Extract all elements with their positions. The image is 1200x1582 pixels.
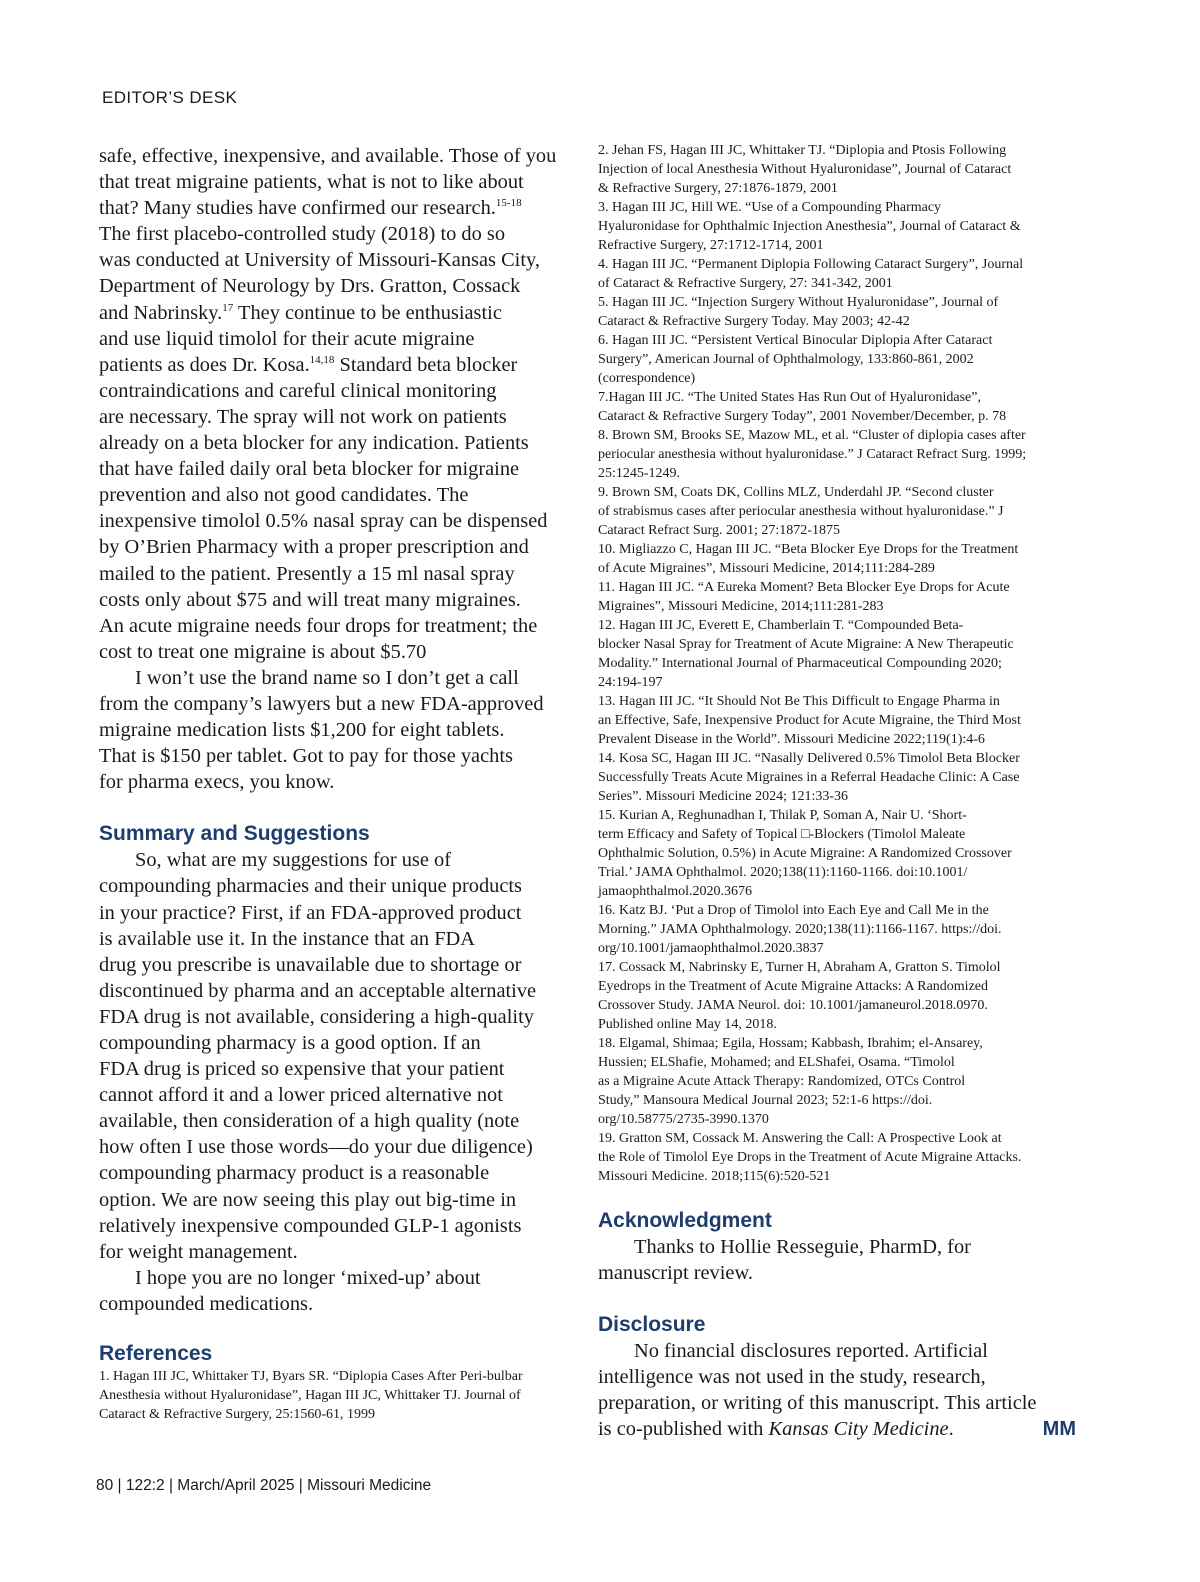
body-line: how often I use those words—do your due diligence) bbox=[99, 1136, 533, 1159]
body-line: are necessary. The spray will not work on patients bbox=[99, 405, 507, 428]
reference-line: 16. Katz BJ. ‘Put a Drop of Timolol into Each Eye and Call Me in the bbox=[598, 903, 989, 918]
left-column bbox=[99, 143, 577, 1424]
body-line: drug you prescribe is unavailable due to shortage or bbox=[99, 953, 522, 976]
reference-line: org/10.1001/jamaophthalmol.2020.3837 bbox=[598, 941, 824, 956]
body-line: FDA drug is priced so expensive that your patient bbox=[99, 1058, 505, 1081]
reference-line: Morning.” JAMA Ophthalmology. 2020;138(11):1166-1167. https://doi. bbox=[598, 922, 1002, 937]
reference-line: 19. Gratton SM, Cossack M. Answering the Call: A Prospective Look at bbox=[598, 1131, 1002, 1146]
citation: 15-18 bbox=[495, 197, 522, 210]
body-line: mailed to the patient. Presently a 15 ml nasal spray bbox=[99, 562, 515, 585]
reference-line: 7.Hagan III JC. “The United States Has Run Out of Hyaluronidase”, bbox=[598, 390, 981, 405]
body-line: cannot afford it and a lower priced alternative not bbox=[99, 1084, 503, 1107]
body-line: intelligence was not used in the study, research, bbox=[598, 1366, 986, 1389]
body-line: patients as does Dr. Kosa.$^{14,18}$ Standard beta blocker bbox=[99, 353, 518, 376]
body-line: option. We are now seeing this play out big-time in bbox=[99, 1188, 517, 1211]
body-line: by O’Brien Pharmacy with a proper prescription and bbox=[99, 536, 529, 559]
body-line: that have failed daily oral beta blocker for migraine bbox=[99, 458, 520, 481]
reference-line: 17. Cossack M, Nabrinsky E, Turner H, Abraham A, Gratton S. Timolol bbox=[598, 960, 1001, 975]
body-line: migraine medication lists $1,200 for eight tablets. bbox=[99, 719, 505, 742]
reference-line: periocular anesthesia without hyaluronidase.” J Cataract Refract Surg. 1999; bbox=[598, 447, 1027, 462]
reference-line: the Role of Timolol Eye Drops in the Treatment of Acute Migraine Attacks. bbox=[598, 1150, 1022, 1165]
reference-line: Refractive Surgery, 27:1712-1714, 2001 bbox=[598, 238, 824, 253]
reference-line: Series”. Missouri Medicine 2024; 121:33-36 bbox=[598, 789, 849, 804]
reference-line: Cataract & Refractive Surgery Today. May 2003; 42-42 bbox=[598, 314, 910, 329]
body-line: compounding pharmacies and their unique products bbox=[99, 875, 522, 898]
citation: 17 bbox=[222, 301, 234, 314]
reference-line: Migraines”, Missouri Medicine, 2014;111:281-283 bbox=[598, 599, 884, 614]
reference-line: of strabismus cases after periocular anesthesia without hyaluronidase.” J bbox=[598, 504, 1004, 519]
body-line: available, then consideration of a high quality (note bbox=[99, 1110, 520, 1133]
body-line: and use liquid timolol for their acute migraine bbox=[99, 327, 475, 350]
body-line: compounding pharmacy product is a reasonable bbox=[99, 1162, 490, 1185]
reference-line: of Acute Migraines”, Missouri Medicine, 2014;111:284-289 bbox=[598, 561, 935, 576]
body-line: So, what are my suggestions for use of bbox=[135, 849, 452, 872]
acknowledgment-heading: Acknowledgment bbox=[598, 1209, 772, 1232]
body-line: FDA drug is not available, considering a high-quality bbox=[99, 1005, 534, 1028]
reference-line: & Refractive Surgery, 27:1876-1879, 2001 bbox=[598, 181, 838, 196]
reference-line: Prevalent Disease in the World”. Missouri Medicine 2022;119(1):4-6 bbox=[598, 732, 985, 747]
reference-line: 8. Brown SM, Brooks SE, Mazow ML, et al. “Cluster of diplopia cases after bbox=[598, 428, 1026, 443]
reference-line: Cataract Refract Surg. 2001; 27:1872-1875 bbox=[598, 523, 840, 538]
body-line: prevention and also not good candidates. The bbox=[99, 484, 469, 507]
citation: 14,18 bbox=[309, 353, 335, 366]
body-line: compounding pharmacy is a good option. If an bbox=[99, 1032, 481, 1054]
body-line: is co-published with Kansas City Medicine. bbox=[598, 1418, 954, 1441]
reference-line: Crossover Study. JAMA Neurol. doi: 10.1001/jamaneurol.2018.0970. bbox=[598, 998, 988, 1013]
reference-line: term Efficacy and Safety of Topical □-Blockers (Timolol Maleate bbox=[598, 827, 966, 842]
body-line: Thanks to Hollie Resseguie, PharmD, for bbox=[634, 1236, 971, 1258]
right-column bbox=[598, 141, 1076, 1443]
body-line: I hope you are no longer ‘mixed-up’ about bbox=[135, 1266, 481, 1289]
page-footer: 80 | 122:2 | March/April 2025 | Missouri Medicine bbox=[96, 1477, 432, 1494]
reference-line: Cataract & Refractive Surgery, 25:1560-61, 1999 bbox=[99, 1407, 376, 1423]
body-line: for weight management. bbox=[99, 1240, 298, 1263]
body-line: No financial disclosures reported. Artificial bbox=[634, 1340, 988, 1363]
body-line: already on a beta blocker for any indication. Patients bbox=[99, 432, 529, 455]
body-line: that? Many studies have confirmed our research.$^{15-18}$ bbox=[99, 197, 522, 220]
reference-line: 9. Brown SM, Coats DK, Collins MLZ, Underdahl JP. “Second cluster bbox=[598, 485, 994, 500]
body-line: is available use it. In the instance that an FDA bbox=[99, 927, 475, 950]
body-line: was conducted at University of Missouri-Kansas City, bbox=[99, 249, 540, 272]
reference-line: Modality.” International Journal of Pharmaceutical Compounding 2020; bbox=[598, 656, 1002, 671]
reference-line: Successfully Treats Acute Migraines in a Referral Headache Clinic: A Case bbox=[598, 770, 1020, 785]
reference-line: Hussien; ELShafie, Mohamed; and ELShafei, Osama. “Timolol bbox=[598, 1055, 955, 1070]
reference-line: an Effective, Safe, Inexpensive Product for Acute Migraine, the Third Most bbox=[598, 713, 1021, 728]
reference-line: 25:1245-1249. bbox=[598, 466, 681, 481]
reference-line: Hyaluronidase for Ophthalmic Injection Anesthesia”, Journal of Cataract & bbox=[598, 219, 1021, 234]
disclosure-heading: Disclosure bbox=[598, 1313, 706, 1337]
body-line: preparation, or writing of this manuscript. This article bbox=[598, 1392, 1037, 1415]
reference-line: 1. Hagan III JC, Whittaker TJ, Byars SR. “Diplopia Cases After Peri-bulbar bbox=[99, 1369, 523, 1385]
reference-line: (correspondence) bbox=[598, 371, 696, 386]
reference-line: 4. Hagan III JC. “Permanent Diplopia Following Cataract Surgery”, Journal bbox=[598, 257, 1024, 272]
reference-line: of Cataract & Refractive Surgery, 27: 341-342, 2001 bbox=[598, 276, 893, 291]
reference-line: blocker Nasal Spray for Treatment of Acute Migraine: A New Therapeutic bbox=[598, 637, 1014, 652]
reference-list bbox=[99, 1367, 577, 1424]
references-heading: References bbox=[99, 1342, 213, 1366]
body-line: manuscript review. bbox=[598, 1262, 753, 1285]
body-line: costs only about $75 and will treat many migraines. bbox=[99, 588, 521, 611]
reference-line: Anesthesia without Hyaluronidase”, Hagan III JC, Whittaker TJ. Journal of bbox=[99, 1388, 521, 1404]
reference-line: Trial.’ JAMA Ophthalmol. 2020;138(11):1160-1166. doi:10.1001/ bbox=[598, 865, 968, 880]
reference-line: Missouri Medicine. 2018;115(6):520-521 bbox=[598, 1169, 831, 1184]
body-line: from the company’s lawyers but a new FDA-approved bbox=[99, 692, 544, 715]
body-line: safe, effective, inexpensive, and available. Those of you bbox=[99, 145, 557, 167]
reference-line: 2. Jehan FS, Hagan III JC, Whittaker TJ. “Diplopia and Ptosis Following bbox=[598, 143, 1007, 158]
reference-line: 3. Hagan III JC, Hill WE. “Use of a Compounding Pharmacy bbox=[598, 200, 942, 215]
section-header: EDITOR’S DESK bbox=[102, 88, 238, 107]
reference-line: 6. Hagan III JC. “Persistent Vertical Binocular Diplopia After Cataract bbox=[598, 333, 993, 348]
reference-line: as a Migraine Acute Attack Therapy: Randomized, OTCs Control bbox=[598, 1074, 966, 1089]
reference-line: Eyedrops in the Treatment of Acute Migraine Attacks: A Randomized bbox=[598, 979, 988, 994]
body-line: that treat migraine patients, what is not to like about bbox=[99, 171, 524, 194]
body-line: discontinued by pharma and an acceptable alternative bbox=[99, 979, 537, 1002]
reference-line: 15. Kurian A, Reghunadhan I, Thilak P, Soman A, Nair U. ‘Short- bbox=[598, 808, 967, 823]
summary-heading: Summary and Suggestions bbox=[99, 822, 370, 846]
body-line: The first placebo-controlled study (2018) to do so bbox=[99, 223, 506, 246]
body-line: inexpensive timolol 0.5% nasal spray can be dispensed bbox=[99, 510, 548, 533]
reference-line: Cataract & Refractive Surgery Today”, 2001 November/December, p. 78 bbox=[598, 409, 1007, 424]
reference-line: 24:194-197 bbox=[598, 675, 663, 690]
body-line: An acute migraine needs four drops for treatment; the bbox=[99, 614, 538, 637]
reference-line: jamaophthalmol.2020.3676 bbox=[598, 884, 752, 899]
body-line: compounded medications. bbox=[99, 1292, 314, 1315]
reference-line: 14. Kosa SC, Hagan III JC. “Nasally Delivered 0.5% Timolol Beta Blocker bbox=[598, 751, 1020, 766]
reference-line: Study,” Mansoura Medical Journal 2023; 52:1-6 https://doi. bbox=[598, 1093, 933, 1108]
body-line: for pharma execs, you know. bbox=[99, 771, 335, 794]
body-line: Department of Neurology by Drs. Gratton, Cossack bbox=[99, 275, 521, 298]
end-mark: MM bbox=[1042, 1417, 1076, 1440]
body-line: and Nabrinsky.$^{17}$ They continue to be enthusiastic bbox=[99, 301, 502, 324]
body-line: I won’t use the brand name so I don’t get a call bbox=[135, 666, 519, 689]
reference-line: org/10.58775/2735-3990.1370 bbox=[598, 1112, 769, 1127]
body-line: That is $150 per tablet. Got to pay for those yachts bbox=[99, 745, 513, 768]
reference-line: Surgery”, American Journal of Ophthalmology, 133:860-861, 2002 bbox=[598, 352, 974, 367]
journal-name: Kansas City Medicine bbox=[768, 1418, 949, 1441]
body-line: in your practice? First, if an FDA-approved product bbox=[99, 901, 522, 924]
reference-line: 12. Hagan III JC, Everett E, Chamberlain T. “Compounded Beta- bbox=[598, 618, 964, 633]
reference-line: 11. Hagan III JC. “A Eureka Moment? Beta Blocker Eye Drops for Acute bbox=[598, 580, 1010, 595]
reference-line: Published online May 14, 2018. bbox=[598, 1017, 777, 1032]
reference-line: 10. Migliazzo C, Hagan III JC. “Beta Blocker Eye Drops for the Treatment bbox=[598, 542, 1019, 557]
body-line: cost to treat one migraine is about $5.70 bbox=[99, 640, 427, 663]
body-line: relatively inexpensive compounded GLP-1 agonists bbox=[99, 1214, 522, 1237]
reference-line: 13. Hagan III JC. “It Should Not Be This Difficult to Engage Pharma in bbox=[598, 694, 1000, 709]
reference-line: 18. Elgamal, Shimaa; Egila, Hossam; Kabbash, Ibrahim; el-Ansarey, bbox=[598, 1036, 983, 1051]
reference-line: Injection of local Anesthesia Without Hyaluronidase”, Journal of Cataract bbox=[598, 162, 1012, 177]
reference-line: Ophthalmic Solution, 0.5%) in Acute Migraine: A Randomized Crossover bbox=[598, 846, 1012, 861]
reference-list bbox=[598, 141, 1076, 1186]
body-line: contraindications and careful clinical monitoring bbox=[99, 379, 497, 402]
reference-line: 5. Hagan III JC. “Injection Surgery Without Hyaluronidase”, Journal of bbox=[598, 295, 999, 310]
